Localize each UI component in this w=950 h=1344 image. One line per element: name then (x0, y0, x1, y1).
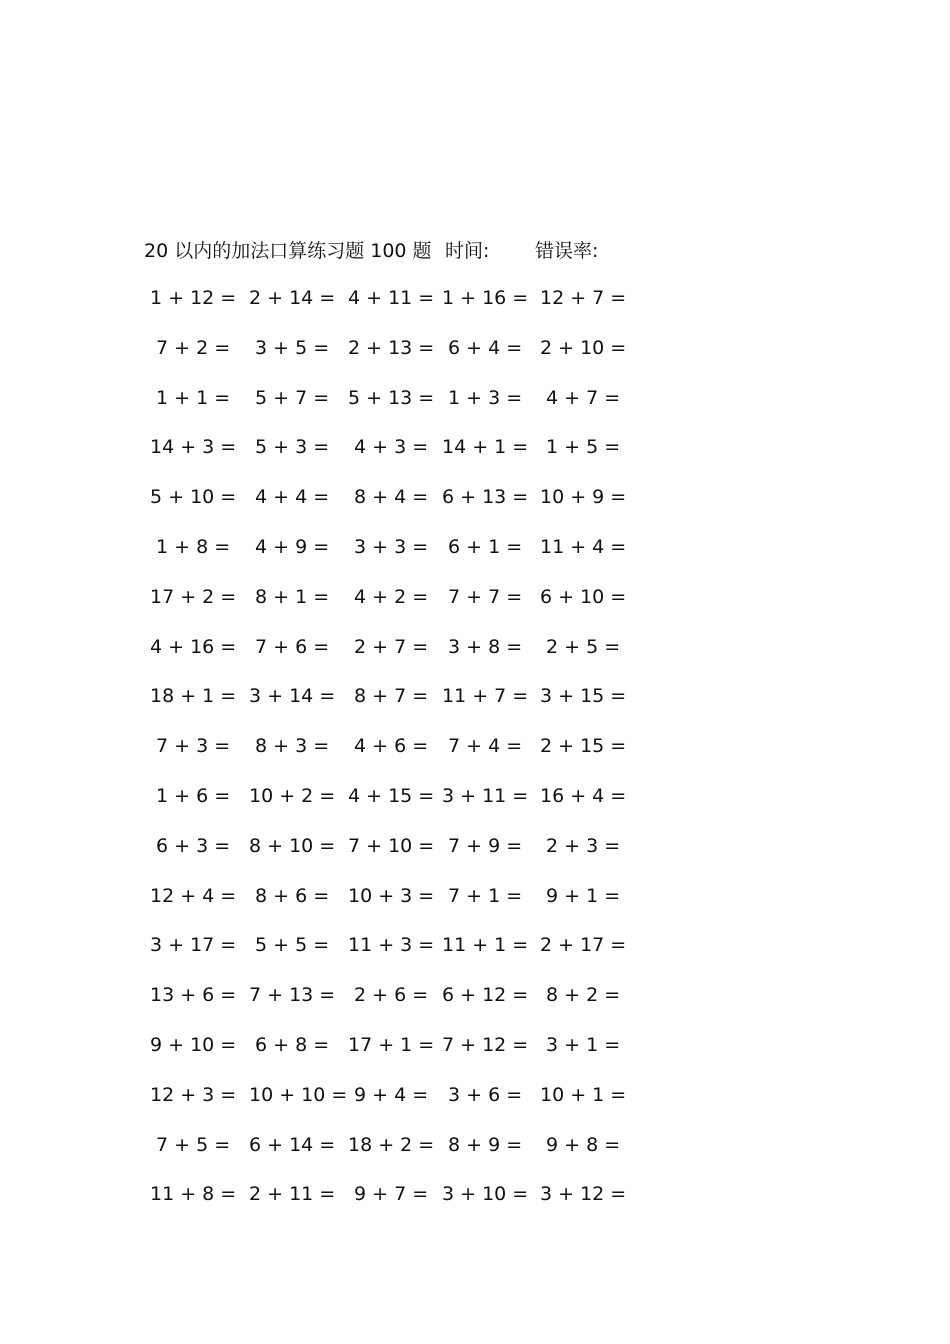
problem-item: 11 + 1 = (442, 934, 529, 957)
problem-item: 8 + 9 = (448, 1133, 523, 1156)
problem-item: 18 + 2 = (348, 1133, 435, 1156)
problem-item: 1 + 16 = (442, 287, 529, 309)
problem-item: 3 + 12 = (540, 1183, 627, 1206)
problem-item: 2 + 7 = (354, 635, 429, 658)
problem-item: 12 + 4 = (150, 884, 237, 907)
problem-item: 1 + 8 = (156, 536, 231, 558)
problem-item: 8 + 10 = (249, 834, 336, 857)
problem-item: 8 + 1 = (255, 585, 330, 608)
problem-item: 17 + 1 = (348, 1034, 435, 1056)
problem-item: 2 + 3 = (546, 834, 621, 857)
problem-item: 4 + 4 = (255, 486, 330, 509)
problem-item: 7 + 12 = (442, 1034, 529, 1056)
problem-item: 8 + 4 = (354, 486, 429, 509)
problem-item: 5 + 13 = (348, 386, 435, 409)
problem-item: 11 + 4 = (540, 536, 627, 558)
problem-item: 7 + 10 = (348, 834, 435, 857)
problem-item: 1 + 12 = (150, 287, 237, 309)
problem-item: 7 + 4 = (448, 735, 523, 758)
problem-item: 14 + 3 = (150, 436, 237, 459)
problem-item: 4 + 3 = (354, 436, 429, 459)
problem-item: 3 + 17 = (150, 934, 237, 957)
problem-item: 6 + 14 = (249, 1133, 336, 1156)
problem-item: 14 + 1 = (442, 436, 529, 459)
problem-item: 16 + 4 = (540, 785, 627, 807)
problem-item: 4 + 2 = (354, 585, 429, 608)
problem-item: 3 + 8 = (448, 635, 523, 658)
problem-item: 8 + 6 = (255, 884, 330, 907)
problem-item: 7 + 7 = (448, 585, 523, 608)
problem-item: 7 + 5 = (156, 1133, 231, 1156)
problem-item: 5 + 3 = (255, 436, 330, 459)
problem-item: 6 + 3 = (156, 834, 231, 857)
problem-item: 6 + 4 = (448, 336, 523, 359)
time-label: 时间: (445, 240, 490, 262)
problem-item: 2 + 6 = (354, 984, 429, 1007)
problem-item: 2 + 13 = (348, 336, 435, 359)
problem-item: 8 + 2 = (546, 984, 621, 1007)
problem-item: 2 + 14 = (249, 287, 336, 309)
problem-item: 6 + 1 = (448, 536, 523, 558)
problem-item: 11 + 7 = (442, 685, 529, 708)
problem-item: 3 + 14 = (249, 685, 336, 708)
problem-item: 2 + 5 = (546, 635, 621, 658)
problem-item: 3 + 11 = (442, 785, 529, 807)
error-rate-label: 错误率: (535, 240, 599, 262)
problem-item: 6 + 10 = (540, 585, 627, 608)
problem-item: 10 + 1 = (540, 1083, 627, 1106)
problem-item: 5 + 7 = (255, 386, 330, 409)
problem-item: 4 + 11 = (348, 287, 435, 309)
problem-item: 2 + 11 = (249, 1183, 336, 1206)
problem-item: 3 + 6 = (448, 1083, 523, 1106)
problem-item: 9 + 7 = (354, 1183, 429, 1206)
problem-item: 1 + 6 = (156, 785, 231, 807)
problem-item: 1 + 1 = (156, 386, 231, 409)
problem-item: 17 + 2 = (150, 585, 237, 608)
problem-item: 5 + 10 = (150, 486, 237, 509)
problem-item: 3 + 1 = (546, 1034, 621, 1056)
problem-item: 10 + 3 = (348, 884, 435, 907)
problem-item: 4 + 7 = (546, 386, 621, 409)
problem-item: 7 + 3 = (156, 735, 231, 758)
problem-item: 4 + 9 = (255, 536, 330, 558)
problem-item: 3 + 15 = (540, 685, 627, 708)
problem-item: 8 + 7 = (354, 685, 429, 708)
problem-item: 4 + 15 = (348, 785, 435, 807)
problem-item: 1 + 3 = (448, 386, 523, 409)
problem-item: 11 + 8 = (150, 1183, 237, 1206)
problem-item: 7 + 9 = (448, 834, 523, 857)
problem-item: 3 + 3 = (354, 536, 429, 558)
problem-item: 10 + 9 = (540, 486, 627, 509)
problem-item: 7 + 13 = (249, 984, 336, 1007)
problem-item: 6 + 12 = (442, 984, 529, 1007)
problem-item: 6 + 8 = (255, 1034, 330, 1056)
worksheet-title: 20 以内的加法口算练习题 100 题 (144, 240, 432, 262)
problem-item: 7 + 2 = (156, 336, 231, 359)
problem-item: 9 + 4 = (354, 1083, 429, 1106)
problem-item: 7 + 6 = (255, 635, 330, 658)
problem-item: 2 + 10 = (540, 336, 627, 359)
problem-item: 12 + 3 = (150, 1083, 237, 1106)
problem-item: 18 + 1 = (150, 685, 237, 708)
problem-item: 2 + 15 = (540, 735, 627, 758)
problem-item: 3 + 5 = (255, 336, 330, 359)
problem-item: 5 + 5 = (255, 934, 330, 957)
problem-item: 7 + 1 = (448, 884, 523, 907)
problem-item: 13 + 6 = (150, 984, 237, 1007)
problem-item: 6 + 13 = (442, 486, 529, 509)
problem-item: 12 + 7 = (540, 287, 627, 309)
problem-item: 3 + 10 = (442, 1183, 529, 1206)
problem-item: 11 + 3 = (348, 934, 435, 957)
problem-item: 10 + 10 = (249, 1083, 348, 1106)
problem-item: 9 + 8 = (546, 1133, 621, 1156)
problem-item: 9 + 1 = (546, 884, 621, 907)
problem-item: 8 + 3 = (255, 735, 330, 758)
problem-item: 1 + 5 = (546, 436, 621, 459)
problem-item: 9 + 10 = (150, 1034, 237, 1056)
problem-item: 2 + 17 = (540, 934, 627, 957)
problem-item: 4 + 6 = (354, 735, 429, 758)
problem-item: 10 + 2 = (249, 785, 336, 807)
problem-item: 4 + 16 = (150, 635, 237, 658)
